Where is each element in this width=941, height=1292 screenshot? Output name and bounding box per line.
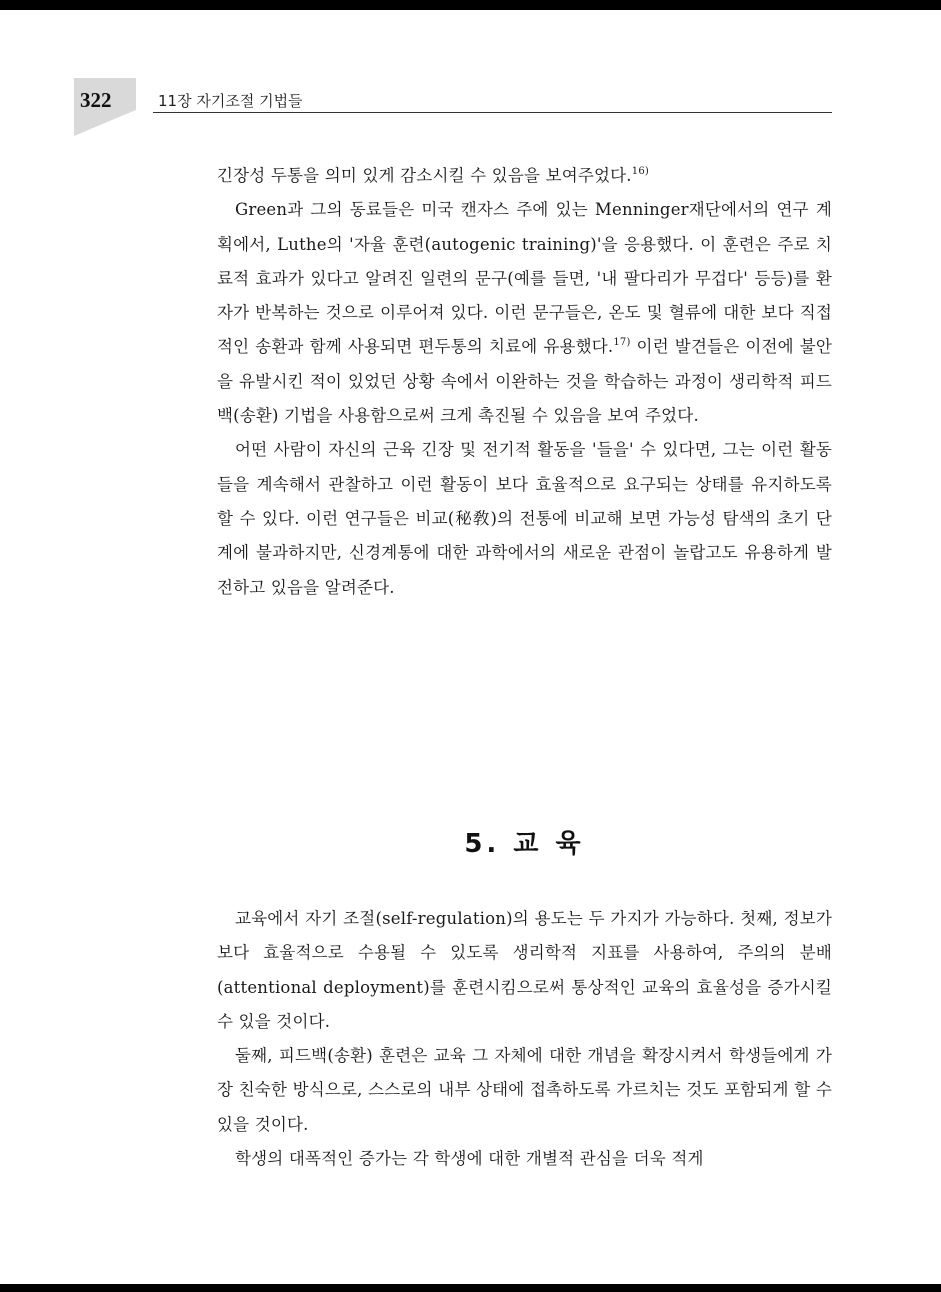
footnote-ref-17: 17) — [613, 337, 631, 349]
paragraph-1 — [217, 159, 832, 193]
paragraph-2-text: Green과 그의 동료들은 미국 캔자스 주에 있는 Menninger재단에서의 연구 계획에서, Luthe의 '자율 훈련(autogenic training)'을 응용했다. 이 훈련은 주로 치료적 효과가 있다고 알려진 일련의 문구(예를 들면, '내 팔다리가 무겁다' 등등)를 환자가 반복하는 것으로 이루어져 있다. 이런 문구들은, 온도 및 혈류에 대한 보다 직접적인 송환과 함께 사용되면 편두통의 치료에 유용했다. — [217, 200, 832, 357]
chapter-title: 11장 자기조절 기법들 — [158, 92, 303, 110]
paragraph-1-text: 긴장성 두통을 의미 있게 감소시킬 수 있음을 보여주었다. — [217, 166, 632, 185]
paragraph-5: 둘째, 피드백(송환) 훈련은 교육 그 자체에 대한 개념을 확장시켜서 학생들에게 가장 친숙한 방식으로, 스스로의 내부 상태에 접촉하도록 가르치는 것도 포함되게 할 수 있을 것이다. — [217, 1046, 832, 1134]
body-text-part2 — [217, 902, 832, 1176]
bottom-border — [0, 1284, 941, 1292]
header-rule — [153, 112, 832, 113]
paragraph-2-continuation: 이런 발견들은 이전에 불안을 유발시킨 적이 있었던 상황 속에서 이완하는 것을 학습하는 과정이 생리학적 피드백(송환) 기법을 사용함으로써 크게 촉진될 수 있음을 보여 주었다. — [217, 337, 832, 426]
top-border — [0, 0, 941, 10]
page-number: 322 — [80, 88, 112, 112]
paragraph-6: 학생의 대폭적인 증가는 각 학생에 대한 개별적 관심을 더욱 적게 — [235, 1149, 704, 1169]
footnote-ref-16: 16) — [631, 166, 649, 177]
paragraph-3 — [217, 433, 832, 604]
page-header — [0, 78, 941, 138]
paragraph-3-text: 어떤 사람이 자신의 근육 긴장 및 전기적 활동을 '들을' 수 있다면, 그는 이런 활동들을 계속해서 관찰하고 이런 활동이 보다 효율적으로 요구되는 상태를 유지하도록 할 수 있다. 이런 연구들은 비교(秘敎)의 전통에 비교해 보면 가능성 탐색의 초기 단계에 불과하지만, 신경계통에 대한 과학에서의 새로운 관점이 놀랍고도 유용하게 발전하고 있음을 알려준다. — [217, 440, 832, 597]
paragraph-2 — [217, 193, 832, 433]
body-text-part1 — [217, 159, 832, 605]
section-heading: 5. 교 육 — [464, 829, 585, 859]
paragraph-4: 교육에서 자기 조절(self-regulation)의 용도는 두 가지가 가능하다. 첫째, 정보가 보다 효율적으로 수용될 수 있도록 생리학적 지표를 사용하여, 주의의 분배(attentional deployment)를 훈련시킴으로써 통상적인 교육의 효율성을 증가시킬 수 있을 것이다. — [217, 909, 832, 1031]
